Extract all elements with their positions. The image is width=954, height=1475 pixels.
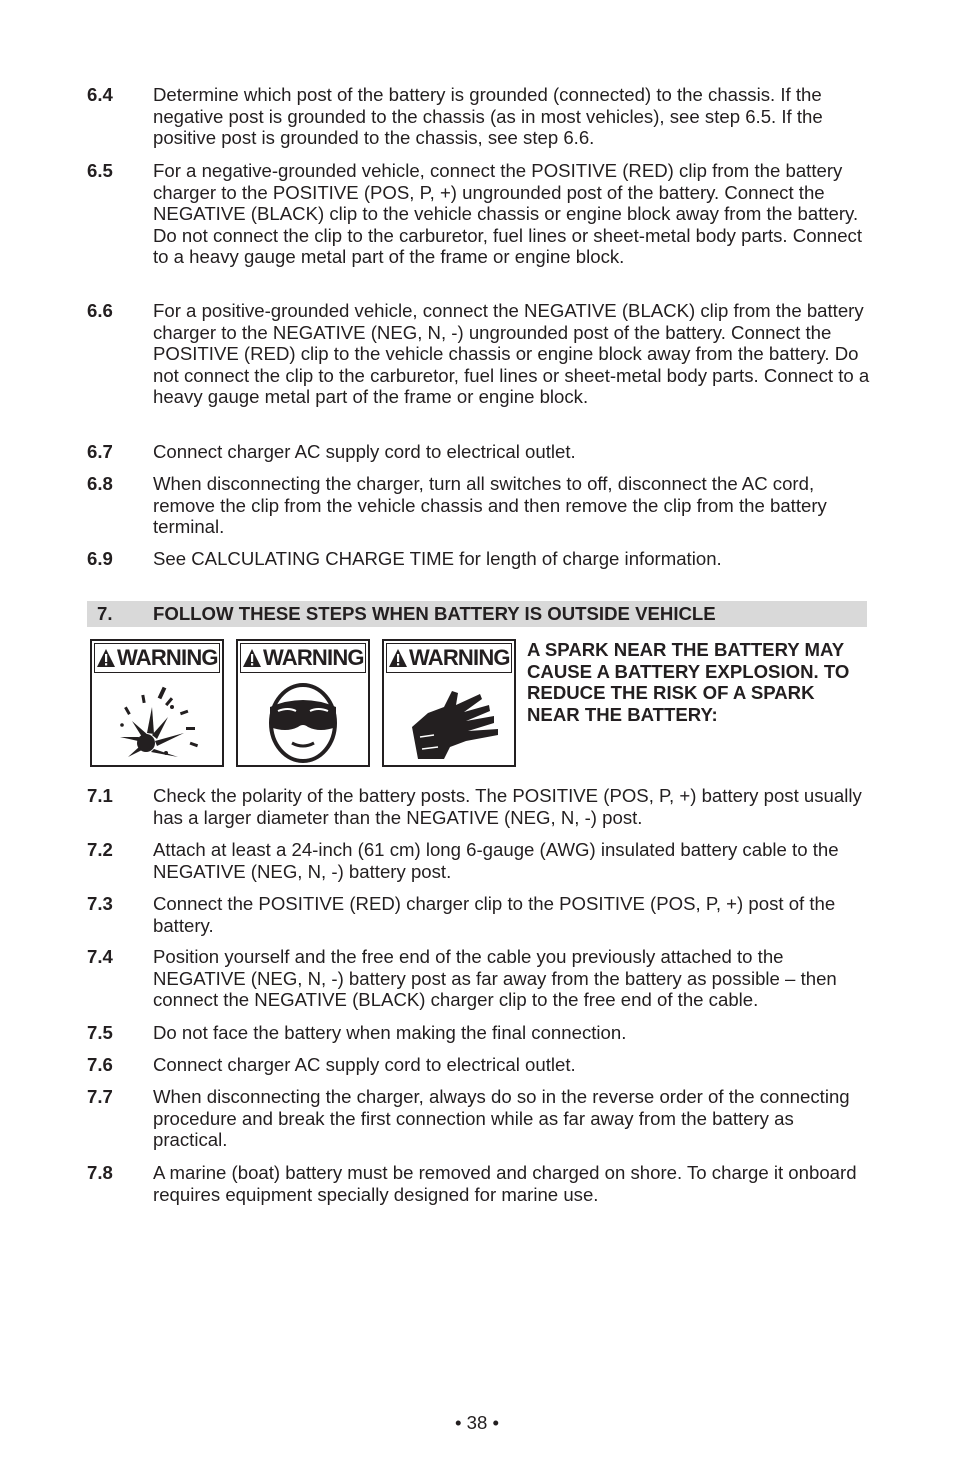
step-7-7 xyxy=(87,1086,872,1151)
protective-glove-icon xyxy=(394,677,504,763)
step-6-8 xyxy=(87,473,872,538)
step-number: 6.7 xyxy=(87,441,113,462)
step-text: When disconnecting the charger, turn all switches to off, disconnect the AC cord, remove the clip from the vehicle chassis and then remove the clip from the battery terminal. xyxy=(153,473,827,538)
warning-box-goggles xyxy=(236,639,370,767)
step-6-6 xyxy=(87,300,872,408)
step-text: For a positive-grounded vehicle, connect the NEGATIVE (BLACK) clip from the battery charger to the NEGATIVE (NEG, N, -) ungrounded post of the battery. Connect the POSITIVE (RED) clip to the vehicle chassis or engine block away from the battery. Do not connect the clip to the carburetor, fuel lines or sheet-metal body parts. Connect to a heavy gauge metal part of the frame or engine block. xyxy=(153,300,870,408)
step-7-3 xyxy=(87,893,872,936)
step-number: 6.6 xyxy=(87,300,113,321)
step-6-9 xyxy=(87,548,872,570)
warning-label xyxy=(240,643,366,673)
step-text: Connect charger AC supply cord to electrical outlet. xyxy=(153,441,576,462)
section-number: 7. xyxy=(97,603,113,624)
step-number: 7.5 xyxy=(87,1022,113,1043)
step-text: For a negative-grounded vehicle, connect the POSITIVE (RED) clip from the battery charger to the POSITIVE (POS, P, +) ungrounded post of the battery. Connect the NEGATIVE (BLACK) clip to the vehicle chassis or engine block away from the battery. Do not connect the clip to the carburetor, fuel lines or sheet-metal body parts. Connect to a heavy gauge metal part of the frame or engine block. xyxy=(153,160,863,268)
step-number: 7.8 xyxy=(87,1162,113,1183)
safety-goggles-icon xyxy=(248,677,358,763)
step-7-6 xyxy=(87,1054,872,1076)
warning-triangle-icon xyxy=(242,648,262,668)
step-7-1 xyxy=(87,785,872,828)
step-text: Determine which post of the battery is grounded (connected) to the chassis. If the negative post is grounded to the chassis (as in most vehicles), see step 6.5. If the positive post is grounded to the chassis, see step 6.6. xyxy=(153,84,823,149)
step-number: 7.3 xyxy=(87,893,113,914)
step-number: 7.2 xyxy=(87,839,113,860)
step-number: 6.4 xyxy=(87,84,113,105)
step-number: 7.6 xyxy=(87,1054,113,1075)
warning-box-gloves xyxy=(382,639,516,767)
step-7-8 xyxy=(87,1162,872,1205)
step-number: 7.1 xyxy=(87,785,113,806)
page-number: • 38 • xyxy=(454,1412,500,1433)
step-number: 7.4 xyxy=(87,946,113,967)
step-number: 7.7 xyxy=(87,1086,113,1107)
warning-label xyxy=(386,643,512,673)
step-text: Connect the POSITIVE (RED) charger clip to the POSITIVE (POS, P, +) post of the battery. xyxy=(153,893,836,936)
warning-label xyxy=(94,643,220,673)
step-6-4 xyxy=(87,84,872,149)
step-6-5 xyxy=(87,160,872,268)
step-text: See CALCULATING CHARGE TIME for length of charge information. xyxy=(153,548,722,569)
warning-label-text: WARNING xyxy=(263,645,364,670)
step-number: 6.9 xyxy=(87,548,113,569)
step-text: When disconnecting the charger, always do so in the reverse order of the connecting procedure and break the first connection while as far away from the battery as practical. xyxy=(153,1086,850,1151)
section-header xyxy=(87,601,867,627)
warning-triangle-icon xyxy=(96,648,116,668)
warning-message: A SPARK NEAR THE BATTERY MAY CAUSE A BATTERY EXPLOSION. TO REDUCE THE RISK OF A SPARK NEAR THE BATTERY: xyxy=(527,639,850,725)
warning-box-explosion xyxy=(90,639,224,767)
step-text: A marine (boat) battery must be removed and charged on shore. To charge it onboard requires equipment specially designed for marine use. xyxy=(153,1162,857,1205)
step-text: Check the polarity of the battery posts. The POSITIVE (POS, P, +) battery post usually has a larger diameter than the NEGATIVE (NEG, N, -) post. xyxy=(153,785,862,828)
step-7-4 xyxy=(87,946,872,1011)
section-title: FOLLOW THESE STEPS WHEN BATTERY IS OUTSIDE VEHICLE xyxy=(153,603,716,624)
step-number: 6.8 xyxy=(87,473,113,494)
step-7-5 xyxy=(87,1022,872,1044)
warning-triangle-icon xyxy=(388,648,408,668)
step-text: Do not face the battery when making the final connection. xyxy=(153,1022,627,1043)
step-text: Position yourself and the free end of the cable you previously attached to the NEGATIVE (NEG, N, -) battery post as far away from the battery as possible – then connect the NEGATIVE (BLACK) charger clip to the free end of the cable. xyxy=(153,946,837,1011)
step-number: 6.5 xyxy=(87,160,113,181)
step-text: Connect charger AC supply cord to electrical outlet. xyxy=(153,1054,576,1075)
explosion-icon xyxy=(102,677,212,763)
step-7-2 xyxy=(87,839,872,882)
step-text: Attach at least a 24-inch (61 cm) long 6-gauge (AWG) insulated battery cable to the NEGATIVE (NEG, N, -) battery post. xyxy=(153,839,839,882)
warning-label-text: WARNING xyxy=(117,645,218,670)
warning-label-text: WARNING xyxy=(409,645,510,670)
step-6-7 xyxy=(87,441,872,463)
